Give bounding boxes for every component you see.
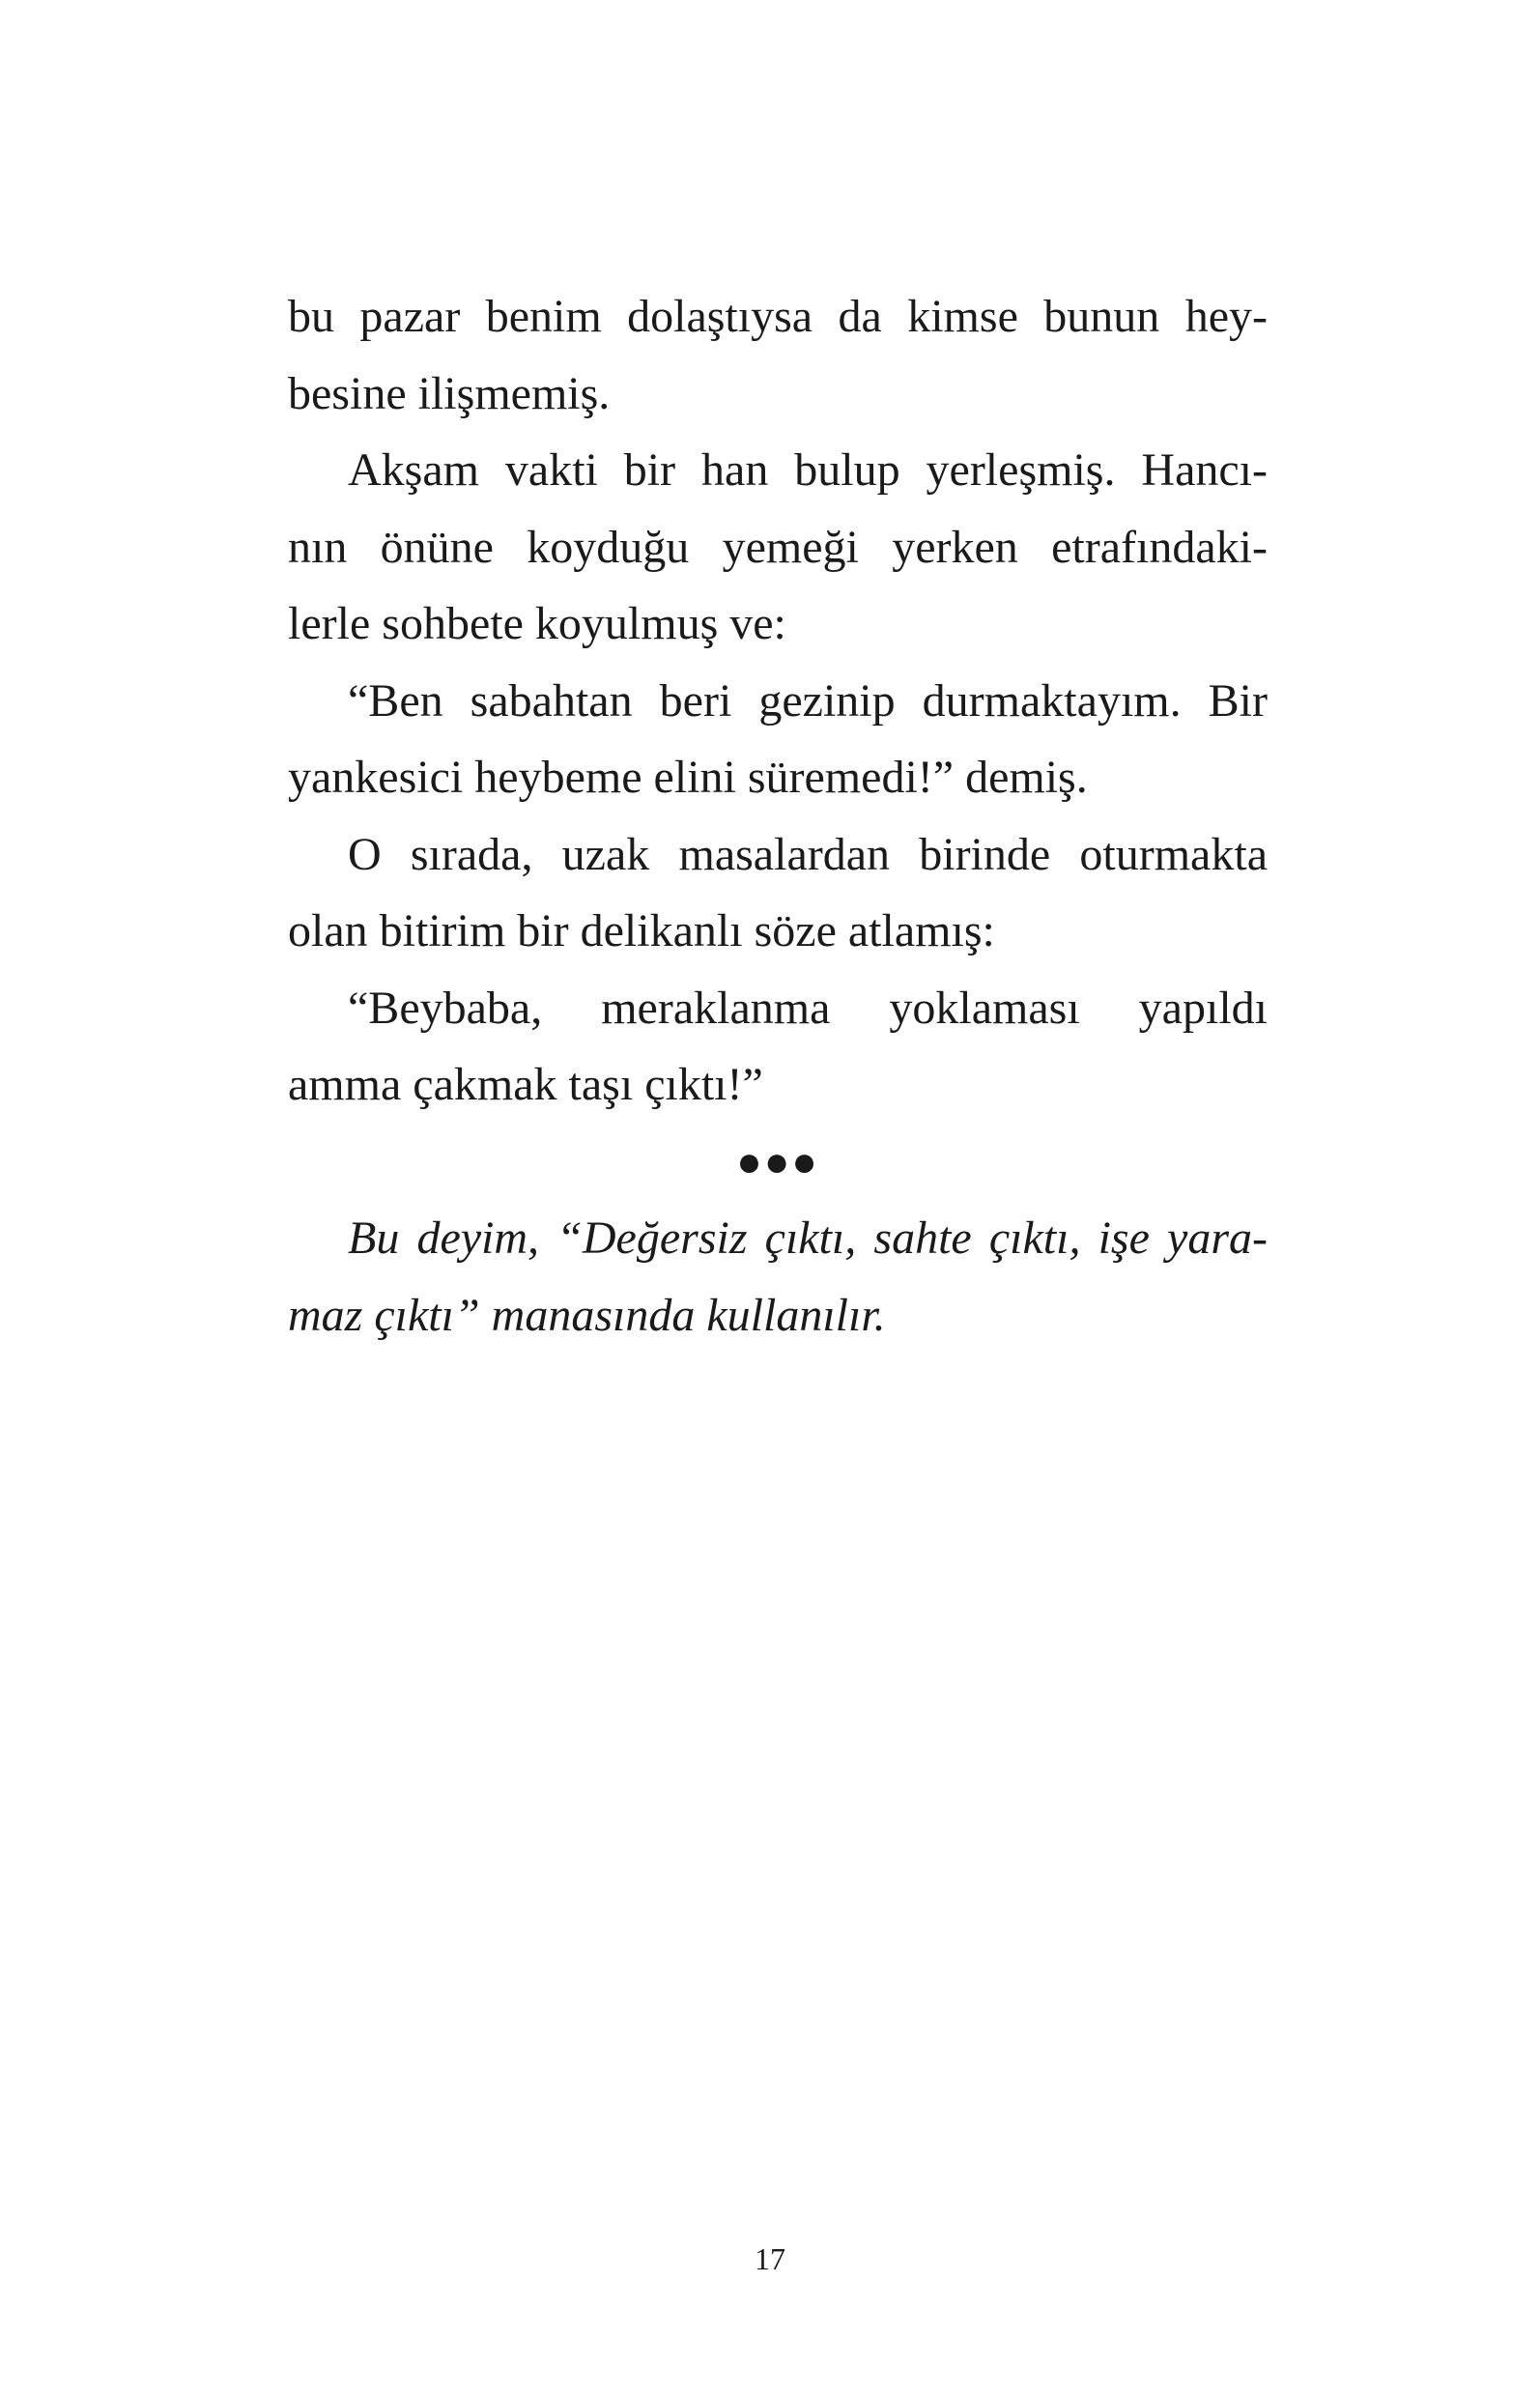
body-line: bu pazar benim dolaştıysa da kimse bunun hey- xyxy=(288,291,1268,342)
body-line: olan bitirim bir delikanlı söze atlamış: xyxy=(288,905,995,956)
body-line: “Beybaba, meraklanma yoklaması yapıldı xyxy=(348,982,1268,1034)
page-body xyxy=(288,278,1268,1354)
body-line: lerle sohbete koyulmuş ve: xyxy=(288,598,786,649)
body-line: amma çakmak taşı çıktı!” xyxy=(288,1059,763,1110)
body-line: besine ilişmemiş. xyxy=(288,367,611,419)
body-line: Akşam vakti bir han bulup yerleşmiş. Hancı- xyxy=(348,444,1268,496)
body-line: nın önüne koyduğu yemeği yerken etrafındaki- xyxy=(288,521,1268,573)
body-line: “Ben sabahtan beri gezinip durmaktayım. Bir xyxy=(348,674,1268,727)
body-line: O sırada, uzak masalardan birinde oturmakta xyxy=(348,828,1268,880)
note-line: Bu deyim, “Değersiz çıktı, sahte çıktı, işe yara- xyxy=(348,1212,1268,1264)
body-line: yankesici heybeme elini süremedi!” demiş. xyxy=(288,752,1088,803)
note-line: maz çıktı” manasında kullanılır. xyxy=(288,1289,886,1341)
section-separator: ●●● xyxy=(736,1137,819,1185)
page-number: 17 xyxy=(755,2241,785,2276)
